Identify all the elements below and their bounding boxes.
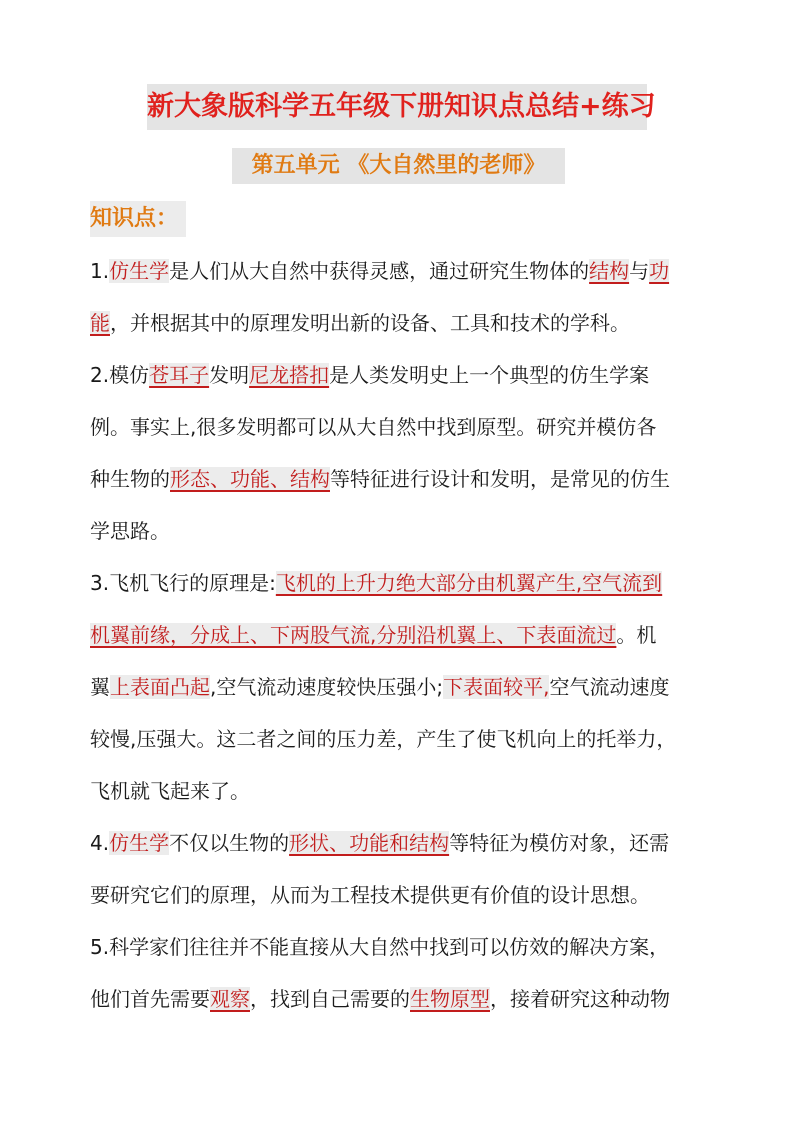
paragraph-line	[90, 880, 730, 910]
unit-subtitle: 第五单元 《大自然里的老师》	[232, 148, 565, 184]
text-run: 发明	[209, 363, 250, 387]
text-run: ，接着研究这种动物	[490, 987, 670, 1011]
highlighted-term: 仿生学	[109, 831, 170, 855]
text-run: ，并根据其中的原理发明出新的设备、工具和技术的学科。	[110, 311, 630, 335]
highlighted-term: 机翼前缘，分成上、下两股气流,分别沿机翼上、下表面流过	[90, 623, 617, 647]
text-run: 例。事实上,很多发明都可以从大自然中找到原型。研究并模仿各	[90, 415, 657, 439]
text-run: 4.	[90, 831, 110, 855]
text-run: 3.飞机飞行的原理是:	[90, 571, 276, 595]
paragraph-line	[90, 516, 730, 546]
text-run: 2.模仿	[90, 363, 150, 387]
text-run: 不仅以生物的	[169, 831, 290, 855]
paragraph-line	[90, 256, 730, 286]
highlighted-term: 下表面较平,	[443, 675, 550, 699]
text-run: 1.	[90, 259, 110, 283]
text-run: 翼	[90, 675, 110, 699]
highlighted-term: 结构	[589, 259, 630, 283]
text-run: 是人类发明史上一个典型的仿生学案	[329, 363, 650, 387]
paragraph-line	[90, 932, 730, 962]
text-run: 种生物的	[90, 467, 170, 491]
text-run: ，找到自己需要的	[250, 987, 410, 1011]
paragraph-line	[90, 672, 730, 702]
section-heading: 知识点：	[90, 201, 186, 237]
highlighted-term: 尼龙搭扣	[249, 363, 330, 387]
paragraph-line	[90, 360, 730, 390]
highlighted-term: 苍耳子	[149, 363, 210, 387]
paragraph-line	[90, 724, 730, 754]
text-run: 要研究它们的原理，从而为工程技术提供更有价值的设计思想。	[90, 883, 650, 907]
highlighted-term: 观察	[210, 987, 250, 1011]
text-run: 与	[629, 259, 650, 283]
paragraph-line	[90, 464, 730, 494]
text-run: 等特征进行设计和发明，是常见的仿生	[330, 467, 670, 491]
text-run: ,空气流动速度较快压强小;	[210, 675, 444, 699]
highlighted-term: 形态、功能、结构	[170, 467, 330, 491]
highlighted-term: 功	[649, 259, 670, 283]
highlighted-term: 飞机的上升力绝大部分由机翼产生,空气流到	[275, 571, 663, 595]
text-run: 他们首先需要	[90, 987, 210, 1011]
paragraph-line	[90, 412, 730, 442]
document-title: 新大象版科学五年级下册知识点总结+练习	[147, 84, 647, 130]
text-run: 学思路。	[90, 519, 170, 543]
paragraph-line	[90, 308, 730, 338]
text-run: 。机	[616, 623, 657, 647]
text-run: 5.科学家们往往并不能直接从大自然中找到可以仿效的解决方案，	[90, 935, 670, 959]
highlighted-term: 能	[90, 311, 110, 335]
paragraph-line	[90, 984, 730, 1014]
text-run: 等特征为模仿对象，还需	[449, 831, 670, 855]
text-run: 空气流动速度	[549, 675, 670, 699]
text-run: 是人们从大自然中获得灵感，通过研究生物体的	[169, 259, 590, 283]
paragraph-line	[90, 568, 730, 598]
highlighted-term: 上表面凸起	[110, 675, 210, 699]
highlighted-term: 形状、功能和结构	[289, 831, 450, 855]
highlighted-term: 仿生学	[109, 259, 170, 283]
text-run: 较慢,压强大。这二者之间的压力差，产生了使飞机向上的托举力，	[90, 727, 677, 751]
paragraph-line	[90, 620, 730, 650]
paragraph-line	[90, 776, 730, 806]
text-run: 飞机就飞起来了。	[90, 779, 250, 803]
highlighted-term: 生物原型	[410, 987, 490, 1011]
paragraph-line	[90, 828, 730, 858]
